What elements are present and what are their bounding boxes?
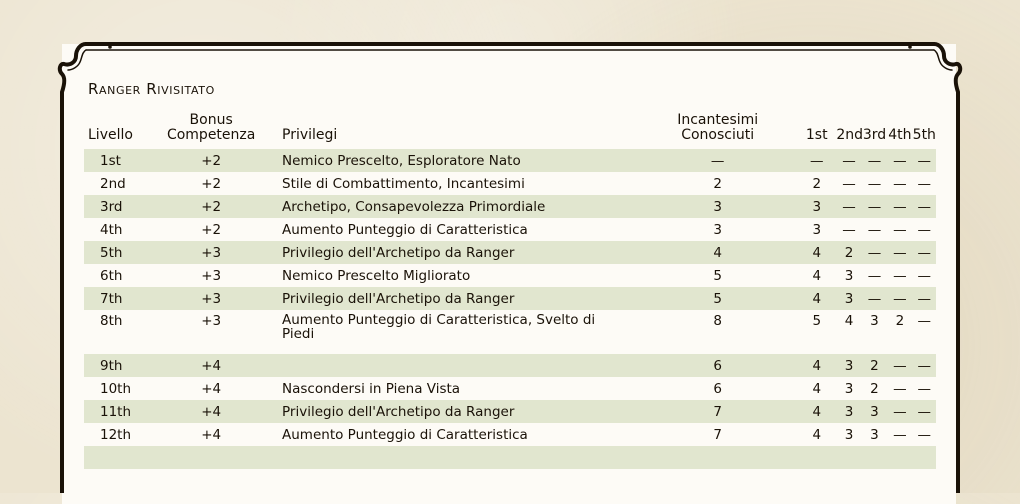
cell-livello: 9th (84, 354, 160, 377)
cell-slot-4: — (887, 354, 912, 377)
cell-privilegi (262, 310, 659, 354)
cell-empty (659, 446, 776, 469)
cell-spacer (776, 264, 797, 287)
cell-incantesimi: 7 (659, 400, 776, 423)
header-incantesimi (659, 113, 776, 149)
cell-incantesimi: 4 (659, 241, 776, 264)
cell-livello: 3rd (84, 195, 160, 218)
cell-slot-1: 3 (797, 195, 836, 218)
cell-bonus: +2 (201, 175, 222, 192)
cell-privilegi (262, 287, 659, 310)
privilegi-text: Aumento Punteggio di Caratteristica (282, 426, 528, 443)
cell-incantesimi: 6 (713, 380, 722, 397)
cell-slot-1: 4 (812, 380, 822, 397)
cell-slot-2: 3 (844, 426, 854, 443)
cell-livello: 11th (84, 400, 160, 423)
ranger-table (84, 113, 936, 469)
cell-incantesimi: 2 (713, 175, 722, 192)
privilegi-text: Aumento Punteggio di Caratteristica, Svelto di Piedi (282, 312, 596, 342)
table-row (84, 423, 936, 446)
cell-livello: 8th (100, 313, 123, 329)
cell-spacer (776, 172, 797, 195)
cell-slot-5: — (917, 313, 932, 329)
table-row (84, 377, 936, 400)
cell-slot-3: — (862, 195, 887, 218)
cell-slot-5: — (917, 426, 932, 443)
cell-slot-3: — (862, 149, 887, 172)
cell-slot-4: — (887, 149, 912, 172)
cell-spacer (776, 149, 797, 172)
cell-slot-4: — (893, 426, 907, 443)
header-slot-4th: 4th (888, 127, 912, 143)
cell-slot-4: — (893, 221, 907, 238)
cell-slot-1: 5 (812, 313, 822, 329)
cell-incantesimi: 3 (713, 221, 722, 238)
cell-privilegi (262, 423, 659, 446)
cell-slot-5: — (913, 287, 936, 310)
cell-slot-3: 3 (870, 426, 879, 443)
cell-slot-4: — (887, 195, 912, 218)
cell-spacer (776, 241, 797, 264)
cell-slot-3: — (862, 287, 887, 310)
cell-slot-2: 3 (836, 400, 861, 423)
privilegi-text: Privilegio dell'Archetipo da Ranger (282, 290, 515, 307)
cell-livello: 4th (100, 221, 123, 238)
cell-livello: 5th (84, 241, 160, 264)
cell-slot-2: 4 (844, 313, 854, 329)
table-row (84, 149, 936, 172)
cell-livello: 10th (100, 380, 132, 397)
cell-bonus: +4 (160, 354, 262, 377)
cell-bonus: +2 (160, 149, 262, 172)
header-slot-3rd: 3rd (862, 127, 887, 143)
cell-empty (160, 446, 262, 469)
cell-bonus: +2 (201, 221, 222, 238)
cell-empty (836, 446, 861, 469)
cell-incantesimi: — (659, 149, 776, 172)
cell-spacer (776, 287, 797, 310)
cell-slot-2: 2 (836, 241, 861, 264)
cell-spacer (776, 400, 797, 423)
header-incantesimi-line2: Conosciuti (681, 127, 755, 143)
cell-bonus: +2 (160, 195, 262, 218)
cell-slot-4: 2 (895, 313, 905, 329)
table-row-partial (84, 446, 936, 469)
table-row (84, 400, 936, 423)
cell-slot-5: — (913, 354, 936, 377)
cell-slot-2: 3 (836, 287, 861, 310)
cell-bonus: +3 (201, 313, 222, 329)
privilegi-text: Nemico Prescelto, Esploratore Nato (282, 152, 521, 169)
privilegi-text: Privilegio dell'Archetipo da Ranger (282, 403, 515, 420)
header-slot-2nd: 2nd (836, 127, 864, 143)
cell-bonus: +3 (201, 267, 222, 284)
cell-slot-3: 2 (862, 354, 887, 377)
cell-slot-4: — (887, 400, 912, 423)
cell-slot-4: — (893, 267, 907, 284)
cell-slot-2: 3 (844, 267, 854, 284)
cell-bonus: +3 (160, 287, 262, 310)
header-livello: Livello (88, 127, 133, 143)
table-row (84, 354, 936, 377)
privilegi-text: Privilegio dell'Archetipo da Ranger (282, 244, 515, 261)
cell-incantesimi: 3 (659, 195, 776, 218)
cell-slot-5: — (913, 195, 936, 218)
table-row (84, 310, 936, 354)
cell-spacer (776, 218, 797, 241)
cell-slot-2: 3 (836, 354, 861, 377)
cell-livello: 6th (100, 267, 123, 284)
cell-slot-1: 4 (812, 267, 822, 284)
cell-slot-5: — (913, 400, 936, 423)
cell-slot-1: 2 (812, 175, 822, 192)
cell-slot-5: — (917, 221, 932, 238)
cell-incantesimi: 5 (659, 287, 776, 310)
cell-privilegi (262, 172, 659, 195)
cell-empty (887, 446, 912, 469)
cell-incantesimi: 7 (713, 426, 722, 443)
header-slot-5th: 5th (912, 127, 936, 143)
cell-slot-4: — (893, 380, 907, 397)
table-row (84, 195, 936, 218)
cell-slot-5: — (917, 175, 932, 192)
cell-bonus: +3 (160, 241, 262, 264)
cell-empty (797, 446, 836, 469)
cell-bonus: +4 (201, 380, 222, 397)
cell-slot-1: 4 (797, 400, 836, 423)
cell-slot-2: — (842, 221, 856, 238)
table-row (84, 287, 936, 310)
cell-slot-2: — (842, 175, 856, 192)
header-row (84, 113, 936, 149)
cell-slot-5: — (913, 241, 936, 264)
table-row (84, 241, 936, 264)
cell-privilegi (262, 377, 659, 400)
cell-slot-4: — (887, 241, 912, 264)
privilegi-text: Aumento Punteggio di Caratteristica (282, 221, 528, 238)
header-incantesimi-line1: Incantesimi (677, 112, 759, 128)
cell-privilegi (262, 354, 659, 377)
cell-slot-3: — (867, 221, 882, 238)
cell-slot-5: — (917, 267, 932, 284)
cell-spacer (776, 423, 797, 446)
table-title: Ranger Rivisitato (88, 80, 215, 98)
privilegi-text: Stile di Combattimento, Incantesimi (282, 175, 525, 192)
cell-livello: 2nd (100, 175, 126, 192)
cell-slot-2: — (836, 149, 861, 172)
cell-livello: 7th (84, 287, 160, 310)
table-row (84, 172, 936, 195)
cell-slot-5: — (917, 380, 932, 397)
cell-slot-4: — (887, 287, 912, 310)
cell-slot-3: — (862, 241, 887, 264)
cell-incantesimi: 6 (659, 354, 776, 377)
cell-empty (862, 446, 887, 469)
header-bonus (160, 113, 262, 149)
cell-privilegi (262, 400, 659, 423)
cell-spacer (776, 195, 797, 218)
cell-privilegi (262, 218, 659, 241)
cell-spacer (776, 310, 797, 354)
cell-slot-1: 4 (812, 426, 822, 443)
cell-incantesimi: 5 (713, 267, 722, 284)
cell-empty (84, 446, 160, 469)
cell-bonus: +4 (201, 426, 222, 443)
cell-slot-3: 3 (862, 400, 887, 423)
header-spacer (776, 113, 797, 149)
cell-slot-1: 4 (797, 241, 836, 264)
table-row (84, 264, 936, 287)
cell-privilegi (262, 149, 659, 172)
cell-spacer (776, 377, 797, 400)
cell-slot-3: — (867, 267, 882, 284)
cell-privilegi (262, 195, 659, 218)
cell-empty (776, 446, 797, 469)
header-bonus-line2: Competenza (166, 127, 256, 143)
cell-slot-3: 3 (870, 313, 879, 329)
cell-livello: 12th (100, 426, 132, 443)
cell-spacer (776, 354, 797, 377)
cell-slot-1: 4 (797, 287, 836, 310)
cell-incantesimi: 8 (713, 313, 722, 329)
cell-slot-1: 4 (797, 354, 836, 377)
privilegi-text: Nascondersi in Piena Vista (282, 380, 461, 397)
cell-slot-1: 3 (812, 221, 822, 238)
cell-slot-3: — (867, 175, 882, 192)
cell-slot-5: — (913, 149, 936, 172)
privilegi-text: Nemico Prescelto Migliorato (282, 267, 471, 284)
cell-slot-2: 3 (844, 380, 854, 397)
privilegi-text: Archetipo, Consapevolezza Primordiale (282, 198, 546, 215)
cell-bonus: +4 (160, 400, 262, 423)
table-row (84, 218, 936, 241)
header-bonus-line1: Bonus (189, 112, 233, 128)
cell-privilegi (262, 264, 659, 287)
cell-slot-4: — (893, 175, 907, 192)
cell-livello: 1st (84, 149, 160, 172)
cell-slot-3: 2 (870, 380, 879, 397)
header-slot-1st: 1st (805, 127, 828, 143)
cell-empty (262, 446, 659, 469)
cell-slot-2: — (836, 195, 861, 218)
cell-empty (913, 446, 936, 469)
cell-privilegi (262, 241, 659, 264)
header-privilegi: Privilegi (282, 127, 338, 143)
cell-slot-1: — (797, 149, 836, 172)
